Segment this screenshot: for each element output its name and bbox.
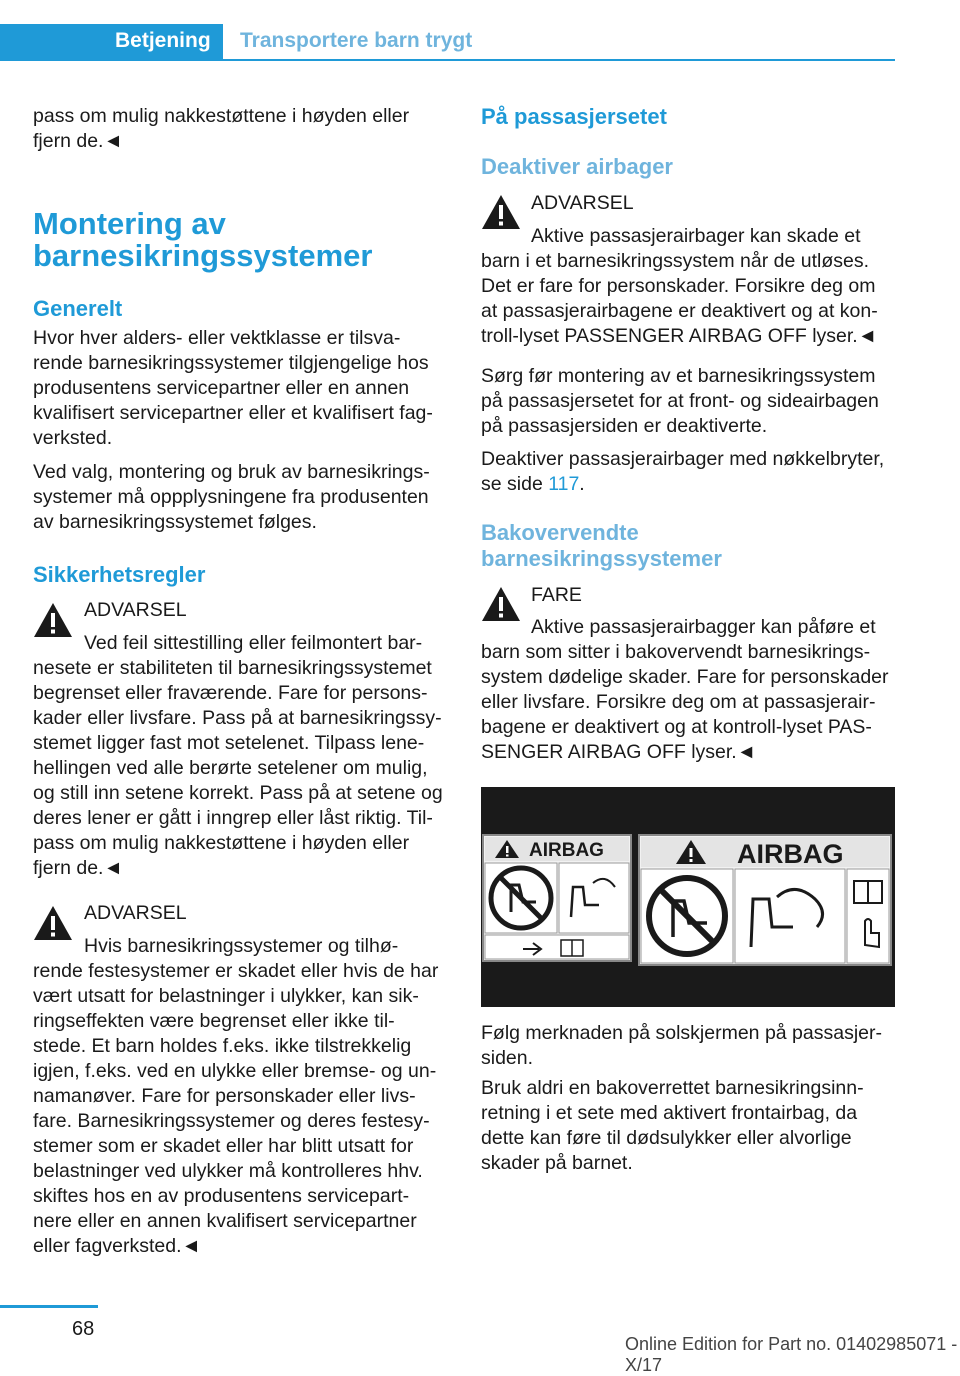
follow-note-paragraph (481, 1021, 882, 1071)
heading-line: barnesikringssystemer (481, 546, 722, 571)
text-line: fjern de.◄ (33, 857, 123, 879)
deactivate-heading: Deaktiver airbager (481, 154, 673, 179)
text-line: eller livsfare. Forsikre deg om at passasjerair- (481, 691, 876, 713)
warning-text (481, 224, 911, 349)
text-line: kvalifisert servicepartner eller et kvalifisert fag- (33, 402, 433, 424)
text-line: nere eller en annen kvalifisert servicepartner (33, 1210, 417, 1232)
text-line: på passasjersetet for at front- og sideairbagen (481, 390, 879, 412)
text-line: rende festesystemer er skadet eller hvis de har (33, 960, 439, 982)
text-line: kader eller livsfare. Pass på at barnesikringssy- (33, 707, 442, 729)
section-tab-active (0, 24, 223, 61)
text-line: Følg merknaden på solskjermen på passasjer- (481, 1022, 883, 1044)
generelt-paragraph-1 (33, 326, 433, 451)
text-line: dette kan føre til dødsulykker eller alvorlige (481, 1127, 852, 1149)
text-line: verksted. (33, 427, 113, 449)
text-line: skader på barnet. (481, 1152, 633, 1174)
edition-note: Online Edition for Part no. 01402985071 - X/17 (625, 1334, 958, 1375)
airbag-label-figure (481, 787, 895, 1007)
page-header (0, 0, 895, 62)
generelt-heading: Generelt (33, 296, 123, 321)
text-line: hellingen ved alle berørte setelener om mulig, (33, 757, 428, 779)
text-line: retning i et sete med aktivert frontairbag, da (481, 1102, 858, 1124)
text-fragment: se side (481, 473, 549, 495)
text-line: av barnesikringssystemet følges. (33, 511, 317, 533)
text-line: troll-lyset PASSENGER AIRBAG OFF lyser.◄ (481, 325, 878, 347)
text-line: fjern de.◄ (33, 130, 123, 152)
passenger-heading: På passasjersetet (481, 104, 667, 129)
text-line: belastninger ved ulykker må kontrolleres hhv. (33, 1160, 423, 1182)
text-line: Det er fare for personskader. Forsikre deg om (481, 275, 876, 297)
text-line: Ved valg, montering og bruk av barnesikrings- (33, 461, 430, 483)
text-line: Bruk aldri en bakoverrettet barnesikringsinn- (481, 1077, 864, 1099)
airbag-small-text: AIRBAG (529, 840, 604, 861)
footer-rule (0, 1305, 98, 1308)
warning-label: ADVARSEL (84, 599, 187, 621)
text-line: fare. Barnesikringssystemer og deres festesy- (33, 1110, 430, 1132)
warning-text (33, 934, 473, 1259)
text-line: rende barnesikringssystemer tilgjengelige hos (33, 352, 429, 374)
text-line: SENGER AIRBAG OFF lyser.◄ (481, 741, 757, 763)
page-number: 68 (72, 1318, 95, 1340)
text-line: nesete er stabiliteten til barnesikringssystemet (33, 657, 432, 679)
chapter-title: Transportere barn trygt (240, 29, 473, 52)
text-line: system dødelige skader. Fare for personskader (481, 666, 889, 688)
key-switch-paragraph (481, 447, 884, 497)
text-line: produsentens servicepartner eller en annen (33, 377, 410, 399)
never-paragraph (481, 1076, 864, 1176)
airbag-warning-labels-image (481, 787, 895, 1007)
text-line: siden. (481, 1047, 534, 1069)
ensure-paragraph (481, 364, 879, 439)
text-line: Aktive passasjerairbagger kan påføre et (531, 616, 876, 638)
section-title (33, 208, 372, 272)
text-line: pass om mulig nakkestøttene i høyden eller (33, 832, 410, 854)
text-line: systemer må oppplysningene fra produsenten (33, 486, 429, 508)
danger-text (481, 615, 911, 765)
text-line: ringseffekten være begrenset eller ikke til- (33, 1010, 395, 1032)
text-line: vært utsatt for belastninger i ulykker, kan sik- (33, 985, 419, 1007)
text-line: deres lener er gått i inngrep eller låst riktig. Til- (33, 807, 433, 829)
text-line: Deaktiver passasjerairbager med nøkkelbryter, (481, 448, 885, 470)
text-line: namanøver. Fare for personskader eller livs- (33, 1085, 416, 1107)
text-line (481, 472, 884, 497)
warning-text (33, 631, 473, 881)
text-line: begrenset eller fraværende. Fare for persons- (33, 682, 428, 704)
text-line: barn i et barnesikringssystem når de utløses. (481, 250, 870, 272)
text-line: Aktive passasjerairbager kan skade et (531, 225, 861, 247)
text-line: Hvis barnesikringssystemer og tilhø- (84, 935, 399, 957)
text-line: stemer som er skadet eller har blitt utsatt for (33, 1135, 414, 1157)
continued-text (33, 104, 409, 154)
airbag-large-text: AIRBAG (737, 839, 844, 869)
title-line: Montering av (33, 206, 226, 241)
generelt-paragraph-2 (33, 460, 430, 535)
text-line: stemet ligger fast mot setelenet. Tilpass lene- (33, 732, 425, 754)
heading-line: Bakovervendte (481, 520, 639, 545)
text-line: barn som sitter i bakovervendt barnesikrings- (481, 641, 871, 663)
title-line: barnesikringssystemer (33, 238, 373, 273)
text-line: Ved feil sittestilling eller feilmontert bar- (84, 632, 423, 654)
text-line: stede. Et barn holdes f.eks. ikke tilstrekkelig (33, 1035, 412, 1057)
text-line: eller fagverksted.◄ (33, 1235, 201, 1257)
text-line: skiftes hos en av produsentens servicepart- (33, 1185, 410, 1207)
text-line: at passasjerairbagene er deaktivert og at kon- (481, 300, 878, 322)
danger-label: FARE (531, 584, 582, 606)
text-line: bagene er deaktivert og at kontroll-lyset PAS- (481, 716, 872, 738)
text-line: Sørg før montering av et barnesikringssystem (481, 365, 876, 387)
sikkerhet-heading: Sikkerhetsregler (33, 562, 206, 587)
rear-facing-heading (481, 520, 722, 572)
text-line: Hvor hver alders- eller vektklasse er tilsva- (33, 327, 401, 349)
header-rule (223, 59, 895, 61)
text-line: på passasjersiden er deaktiverte. (481, 415, 768, 437)
text-line: og still inn setene korrekt. Pass på at setene og (33, 782, 443, 804)
text-fragment: . (579, 473, 585, 495)
text-line: pass om mulig nakkestøttene i høyden eller (33, 105, 410, 127)
section-tab-label: Betjening (115, 29, 211, 52)
text-line: igjen, f.eks. ved en ulykke eller bremse- og un- (33, 1060, 437, 1082)
warning-label: ADVARSEL (531, 192, 634, 214)
page-reference-link[interactable]: 117 (548, 473, 580, 495)
warning-label: ADVARSEL (84, 902, 187, 924)
